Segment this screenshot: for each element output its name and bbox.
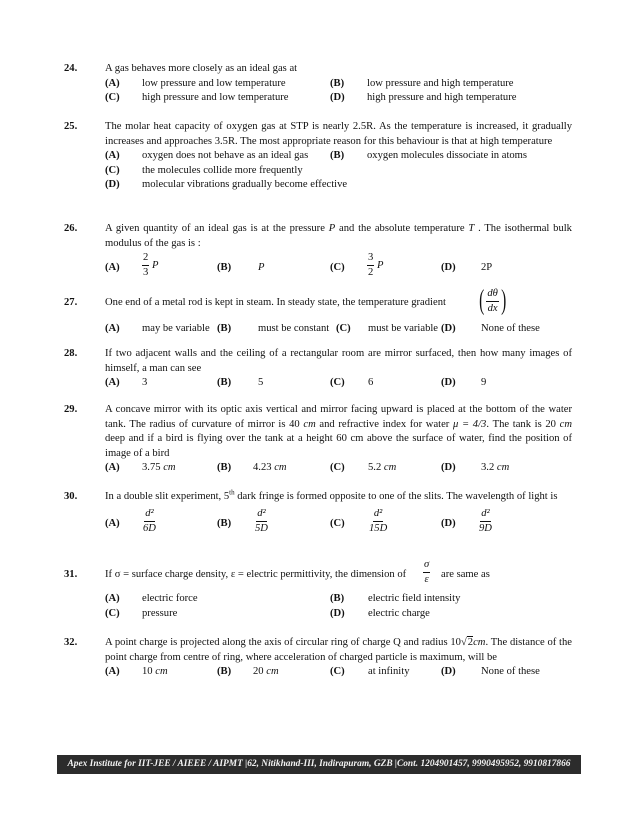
option-text: electric charge xyxy=(368,607,430,619)
option-text: high pressure and high temperature xyxy=(367,92,517,104)
option-label: (D) xyxy=(105,179,120,191)
question-stem: A concave mirror with its optic axis vertical and mirror facing upward is placed at the bottom of the water tank. The radius of curvature of mirror is 40 cm and refractive index for water μ = 4/3. The tank is 20 cm deep and if a bird is flying over the tank at a height 60 cm above the surface of water, find the position of image of a bird xyxy=(105,404,572,459)
option-label: (C) xyxy=(330,666,345,678)
option-text: the molecules collide more frequently xyxy=(142,164,303,176)
question-stem: A gas behaves more closely as an ideal gas at xyxy=(105,63,298,74)
option-label: (B) xyxy=(217,517,232,529)
question-stem: In a double slit experiment, 5th dark fringe is formed opposite to one of the slits. The wavelength of light is xyxy=(105,488,558,502)
option-text: molecular vibrations gradually become effective xyxy=(142,179,348,191)
option-text: high pressure and low temperature xyxy=(142,92,289,104)
option-label: (D) xyxy=(441,262,456,274)
option-text: P xyxy=(258,262,265,274)
option-label: (C) xyxy=(336,323,351,334)
question-number: 30. xyxy=(64,491,78,502)
question-number: 28. xyxy=(64,348,78,359)
option-label: (B) xyxy=(217,377,232,389)
option-text: 3.75 cm xyxy=(142,462,176,474)
option-label: (D) xyxy=(441,666,456,678)
option-label: (C) xyxy=(330,462,345,474)
question-29 xyxy=(64,403,572,476)
option-text: oxygen molecules dissociate in atoms xyxy=(367,150,528,162)
option-label: (C) xyxy=(330,377,345,389)
option-label: (A) xyxy=(105,323,120,334)
option-label: (D) xyxy=(330,607,345,619)
question-31 xyxy=(64,559,572,621)
option-label: (B) xyxy=(217,262,232,274)
option-text: must be variable xyxy=(368,323,439,334)
option-label: (B) xyxy=(330,77,345,89)
option-label: (D) xyxy=(441,517,456,529)
question-24 xyxy=(64,62,572,106)
question-stem: The molar heat capacity of oxygen gas at STP is nearly 2.5R. As the temperature is increased, it gradually increases and approaches 3.5R. The most appropriate reason for this behaviour is that at high temperature xyxy=(105,121,572,147)
question-number: 26. xyxy=(64,223,78,234)
fraction: $\frac{d\theta}{dx}$ xyxy=(487,287,498,314)
option-label: (A) xyxy=(105,462,120,474)
question-27 xyxy=(64,285,572,337)
question-stem: A point charge is projected along the axis of circular ring of charge Q and radius 10√2cm. The distance of the point charge from centre of ring, where acceleration of charged particle is maximum, will be xyxy=(105,637,572,663)
question-30 xyxy=(64,490,572,539)
option-text: 3 xyxy=(142,377,148,389)
option-label: (B) xyxy=(217,323,232,334)
question-25 xyxy=(64,120,572,193)
option-text: 4.23 cm xyxy=(253,462,287,474)
option-text: electric force xyxy=(142,593,198,604)
footer-banner: Apex Institute for IIT-JEE / AIEEE / AIPMT |62, Nitikhand-III, Indirapuram, GZB |Cont. 1204901457, 9990495952, 9910817866 xyxy=(57,755,581,774)
question-stem: One end of a metal rod is kept in steam. In steady state, the temperature gradient xyxy=(105,297,446,308)
option-label: (C) xyxy=(330,517,345,529)
option-label: (B) xyxy=(217,462,232,474)
option-text: None of these xyxy=(481,666,540,678)
option-text: oxygen does not behave as an ideal gas xyxy=(142,150,309,162)
option-label: (A) xyxy=(105,666,120,678)
fraction: $\frac{3}{2}$ xyxy=(368,252,374,279)
question-stem: A given quantity of an ideal gas is at the pressure P and the absolute temperature T . The isothermal bulk modulus of the gas is : xyxy=(105,223,572,249)
question-28 xyxy=(64,347,572,391)
fraction: $\frac{\text{d²}}{15D}$ xyxy=(369,507,388,534)
question-stem: If two adjacent walls and the ceiling of a rectangular room are mirror surfaced, then how many images of himself, a man can see xyxy=(105,348,572,374)
question-stem: If σ = surface charge density, ε = electric permittivity, the dimension of $\frac{\sigma}{\varepsilon}$ are same as xyxy=(105,559,490,585)
option-label: (D) xyxy=(330,92,345,104)
option-label: (B) xyxy=(217,666,232,678)
option-text: may be variable xyxy=(142,323,210,334)
option-label: (B) xyxy=(330,150,345,162)
option-text: 2P xyxy=(481,262,493,274)
option-label: (D) xyxy=(441,377,456,389)
option-label: (C) xyxy=(105,164,120,176)
option-label: (D) xyxy=(441,323,456,334)
question-26: 26. A given quantity of an ideal gas is at the pressure P and the absolute temperature T . The isothermal bulk modulus of the gas is : (A) $\frac{2}{3}$ P (B) P (C) $\frac{3}{2}$ P (D) 2P xyxy=(64,223,572,279)
option-text: low pressure and low temperature xyxy=(142,77,286,89)
question-number: 27. xyxy=(64,297,78,308)
option-text: pressure xyxy=(142,607,178,619)
option-label: (A) xyxy=(105,77,120,89)
option-text: 5 xyxy=(258,377,264,389)
option-label: (A) xyxy=(105,150,120,162)
question-number: 24. xyxy=(64,63,78,74)
option-label: (B) xyxy=(330,593,345,604)
square-root: √2 xyxy=(460,637,474,648)
option-text: 6 xyxy=(368,377,374,389)
option-text: 10 cm xyxy=(142,666,168,678)
option-label: (A) xyxy=(105,377,120,389)
option-text: 9 xyxy=(481,377,487,389)
option-text: None of these xyxy=(481,323,540,334)
option-label: (A) xyxy=(105,593,120,604)
gradient-expression: ( $\frac{d\theta}{dx}$ ) xyxy=(479,285,507,316)
option-label: (D) xyxy=(441,462,456,474)
fraction: $\frac{\text{d²}}{5D}$ xyxy=(255,507,268,534)
option-text: must be constant xyxy=(258,323,330,334)
question-number: 29. xyxy=(64,404,78,415)
option-text: 5.2 cm xyxy=(368,462,397,474)
option-label: (C) xyxy=(105,92,120,104)
option-text: electric field intensity xyxy=(368,593,461,604)
question-number: 25. xyxy=(64,121,78,132)
fraction: $\frac{\text{d²}}{9D}$ xyxy=(479,507,492,534)
question-number: 31. xyxy=(64,569,78,580)
fraction: $\frac{\sigma}{\varepsilon}$ xyxy=(424,559,430,585)
option-label: (C) xyxy=(105,607,120,619)
fraction: $\frac{\text{d²}}{6D}$ xyxy=(143,507,156,534)
option-text: 3.2 cm xyxy=(481,462,510,474)
option-text: at infinity xyxy=(368,666,410,678)
option-text: low pressure and high temperature xyxy=(367,77,514,89)
option-text: 20 cm xyxy=(253,666,279,678)
fraction: $\frac{2}{3}$ xyxy=(143,252,149,279)
question-32 xyxy=(64,636,572,680)
option-label: (A) xyxy=(105,517,120,529)
question-number: 32. xyxy=(64,637,78,648)
